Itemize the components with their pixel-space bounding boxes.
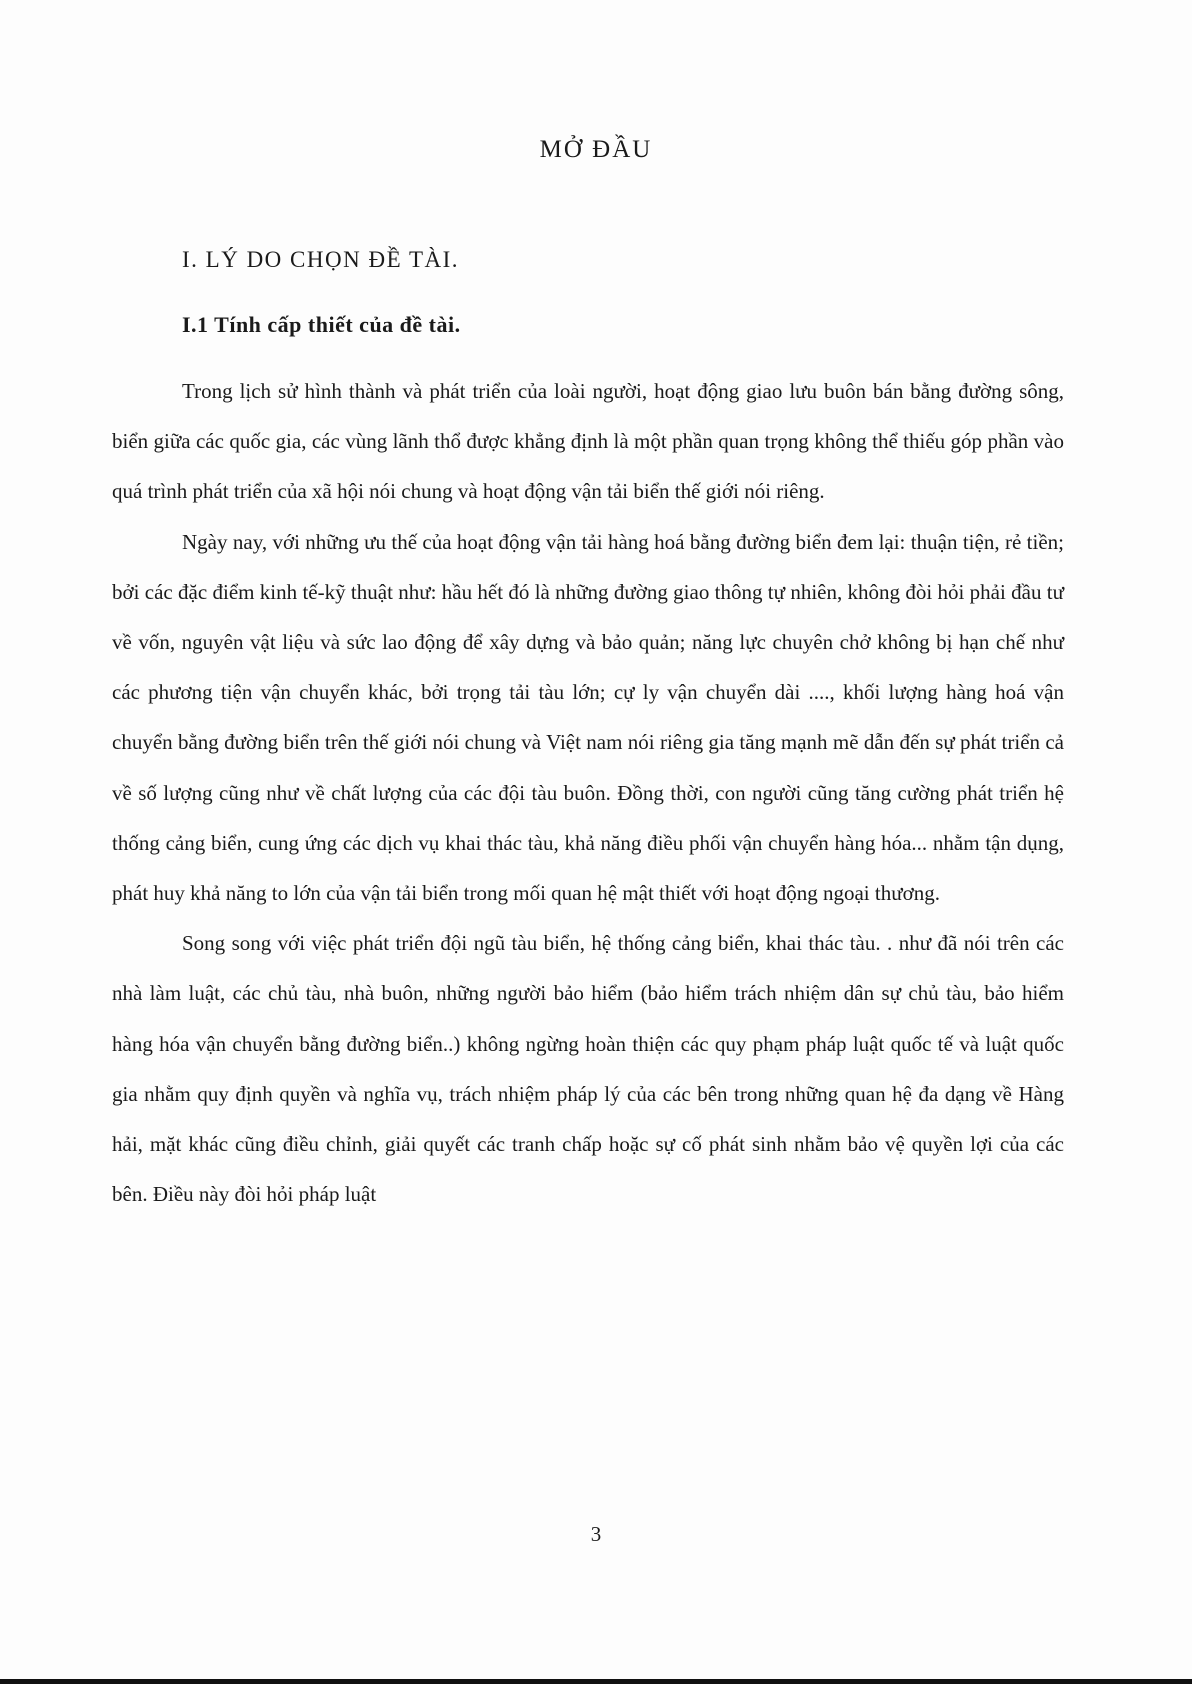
- page-title: MỞ ĐẦU: [539, 136, 653, 163]
- section-heading: I. LÝ DO CHỌN ĐỀ TÀI.: [182, 247, 460, 272]
- paragraph: Song song với việc phát triển đội ngũ tàu biển, hệ thống cảng biển, khai thác tàu. . như đã nói trên các nhà làm luật, các chủ tàu, nhà buôn, những người bảo hiểm (bảo hiểm trách nhiệm dân sự chủ tàu, bảo hiểm hàng hóa vận chuyển bằng đường biển..) không ngừng hoàn thiện các quy phạm pháp luật quốc tế và luật quốc gia nhằm quy định quyền và nghĩa vụ, trách nhiệm pháp lý của các bên trong những quan hệ đa dạng về Hàng hải, mặt khác cũng điều chỉnh, giải quyết các tranh chấp hoặc sự cố phát sinh nhằm bảo vệ quyền lợi của các bên. Điều này đòi hỏi pháp luật: [112, 931, 1064, 1207]
- paragraph: Ngày nay, với những ưu thế của hoạt động vận tải hàng hoá bằng đường biển đem lại: thuận tiện, rẻ tiền; bởi các đặc điểm kinh tế-kỹ thuật như: hầu hết đó là những đường giao thông tự nhiên, không đòi hỏi phải đầu tư về vốn, nguyên vật liệu và sức lao động để xây dựng và bảo quản; năng lực chuyên chở không bị hạn chế như các phương tiện vận chuyển khác, bởi trọng tải tàu lớn; cự ly vận chuyển dài ...., khối lượng hàng hoá vận chuyển bằng đường biển trên thế giới nói chung và Việt nam nói riêng gia tăng mạnh mẽ dẫn đến sự phát triển cả về số lượng cũng như về chất lượng của các đội tàu buôn. Đồng thời, con người cũng tăng cường phát triển hệ thống cảng biển, cung ứng các dịch vụ khai thác tàu, khả năng điều phối vận chuyển hàng hóa... nhằm tận dụng, phát huy khả năng to lớn của vận tải biển trong mối quan hệ mật thiết với hoạt động ngoại thương.: [112, 529, 1064, 906]
- page-number: 3: [590, 1522, 602, 1546]
- scan-edge-divider: [0, 1679, 1192, 1684]
- paragraph: Trong lịch sử hình thành và phát triển của loài người, hoạt động giao lưu buôn bán bằng đường sông, biển giữa các quốc gia, các vùng lãnh thổ được khẳng định là một phần quan trọng không thể thiếu góp phần vào quá trình phát triển của xã hội nói chung và hoạt động vận tải biển thế giới nói riêng.: [112, 379, 1064, 504]
- body-text: [112, 366, 1064, 1219]
- subsection-heading: I.1 Tính cấp thiết của đề tài.: [182, 312, 461, 337]
